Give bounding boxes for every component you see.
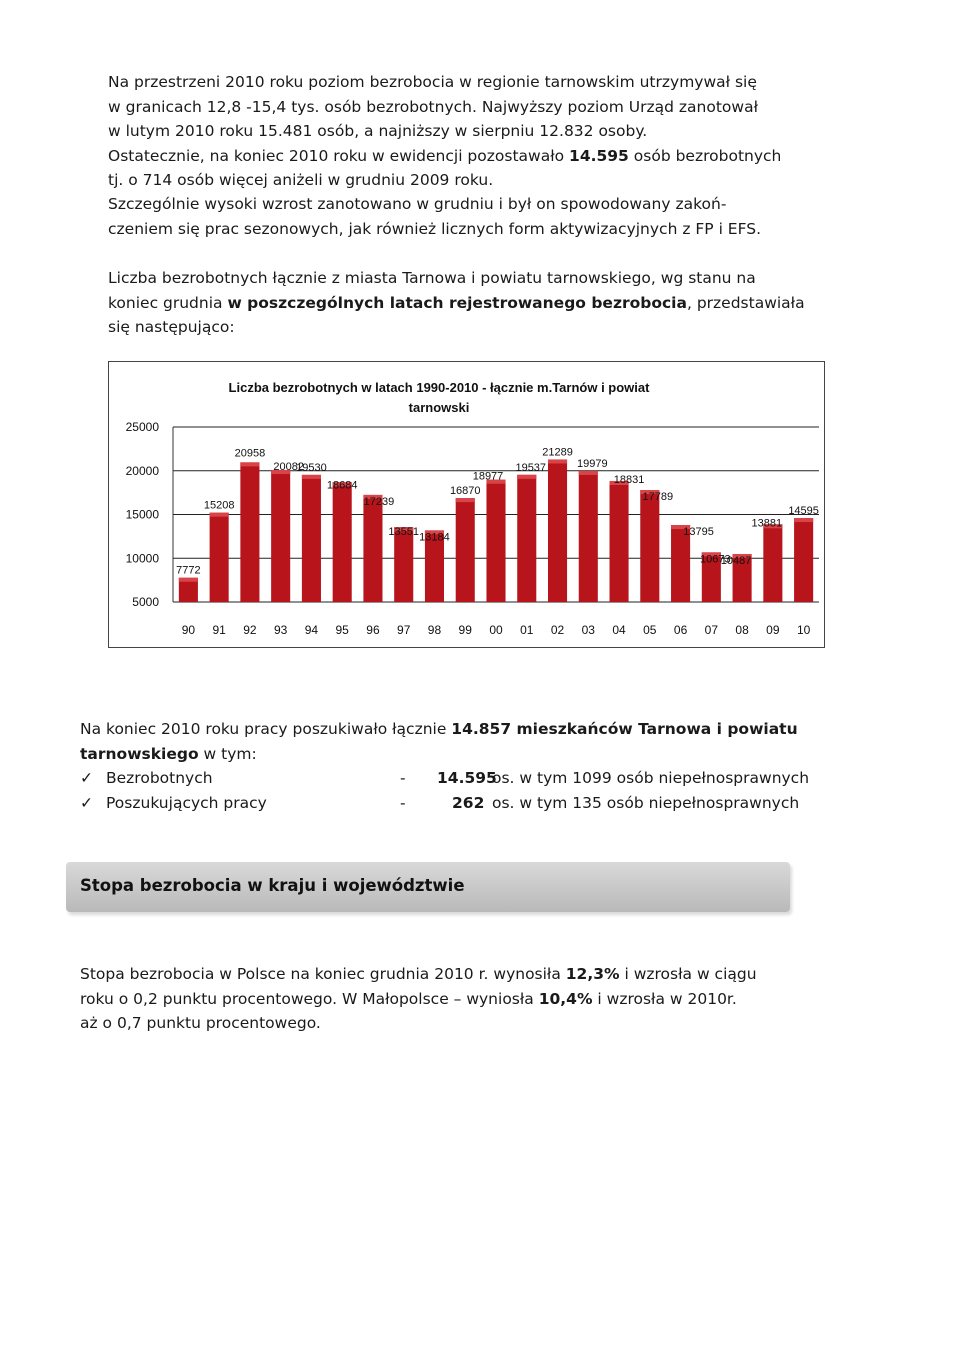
bold-number: 12,3% xyxy=(565,965,620,983)
bar xyxy=(240,462,259,602)
bold-phrase: w poszczególnych latach rejestrowanego bezrobocia xyxy=(227,293,687,312)
bar xyxy=(548,459,567,602)
x-tick-label: 00 xyxy=(489,623,503,637)
list-item-detail: os. w tym 135 osób niepełnosprawnych xyxy=(492,794,800,812)
text-line: Liczba bezrobotnych łącznie z miasta Tarnowa i powiatu tarnowskiego, wg stanu na xyxy=(108,269,756,287)
x-tick-label: 02 xyxy=(550,623,565,637)
bold-phrase: 14.857 mieszkańców Tarnowa i powiatu xyxy=(451,720,798,738)
data-label: 17239 xyxy=(363,495,395,508)
bar-highlight xyxy=(579,471,598,475)
x-tick-label: 97 xyxy=(397,623,411,637)
data-label: 20958 xyxy=(234,447,266,460)
text-line: w lutym 2010 roku 15.481 osób, a najniższy w sierpniu 12.832 osoby. xyxy=(108,122,648,140)
list-item-label: Poszukujących pracy xyxy=(106,794,267,812)
data-label: 14595 xyxy=(788,505,819,518)
bar xyxy=(271,470,290,602)
data-label: 10673 xyxy=(700,553,731,566)
data-label: 15208 xyxy=(203,499,235,512)
breakdown-list xyxy=(80,766,810,816)
x-tick-label: 91 xyxy=(212,623,226,637)
chart-canvas xyxy=(109,362,824,647)
section-header xyxy=(66,862,790,912)
intro-paragraph xyxy=(108,70,808,193)
bar-highlight xyxy=(456,498,475,502)
data-label: 20082 xyxy=(273,461,304,474)
bar xyxy=(610,481,629,602)
chart-title: Liczba bezrobotnych w latach 1990-2010 - łącznie m.Tarnów i powiat xyxy=(228,380,650,395)
y-tick-label: 20000 xyxy=(125,463,159,478)
unemployment-chart xyxy=(108,361,825,648)
x-tick-label: 92 xyxy=(243,623,257,637)
data-label: 13881 xyxy=(751,517,783,530)
y-tick-label: 15000 xyxy=(125,507,159,522)
bar-highlight xyxy=(548,459,567,463)
bar xyxy=(363,495,382,602)
data-label: 7772 xyxy=(176,564,201,577)
x-tick-label: 07 xyxy=(704,623,719,637)
text-line: się następująco: xyxy=(108,318,235,336)
bar-highlight xyxy=(517,475,536,479)
x-tick-label: 08 xyxy=(735,623,749,637)
bold-number: 14.595 xyxy=(569,146,629,165)
bar xyxy=(517,475,536,602)
data-label: 13184 xyxy=(419,531,450,544)
text-line: Na koniec 2010 roku pracy poszukiwało łącznie xyxy=(80,720,452,738)
value-prefix: - xyxy=(400,794,406,812)
value-prefix: - xyxy=(400,769,406,787)
x-tick-label: 96 xyxy=(366,623,380,637)
x-tick-label: 04 xyxy=(612,623,626,637)
list-item xyxy=(80,766,810,791)
list-item xyxy=(80,791,805,816)
data-label: 19530 xyxy=(296,461,327,474)
job-seekers-paragraph xyxy=(80,717,805,766)
data-label: 21289 xyxy=(542,446,573,459)
y-tick-label: 10000 xyxy=(125,551,159,566)
bar-highlight xyxy=(794,518,813,522)
text-line: aż o 0,7 punktu procentowego. xyxy=(80,1014,321,1032)
data-label: 13551 xyxy=(388,526,420,539)
bar xyxy=(210,513,229,602)
bar xyxy=(456,498,475,602)
bold-phrase: tarnowskiego xyxy=(80,744,199,763)
text-line: koniec grudnia xyxy=(108,293,228,312)
x-tick-label: 05 xyxy=(643,623,657,637)
check-icon: ✓ xyxy=(80,794,93,812)
text-line: i wzrosła w ciągu xyxy=(619,965,757,983)
text-line: Szczególnie wysoki wzrost zanotowano w grudniu i był on spowodowany zakoń- xyxy=(108,195,727,213)
data-label: 19979 xyxy=(576,457,608,470)
growth-paragraph xyxy=(108,192,808,241)
bar-highlight xyxy=(210,513,229,517)
text-line: i wzrosła w 2010r. xyxy=(592,989,737,1008)
x-tick-label: 95 xyxy=(335,623,349,637)
x-tick-label: 03 xyxy=(581,623,595,637)
chart-intro-paragraph xyxy=(108,266,808,340)
x-tick-label: 94 xyxy=(304,623,319,637)
text-line: roku o 0,2 punktu procentowego. W Małopolsce – wyniosła xyxy=(80,989,539,1008)
x-tick-label: 10 xyxy=(796,623,811,637)
bar xyxy=(579,471,598,602)
text-line: tj. o 714 osób więcej aniżeli w grudniu 2009 roku. xyxy=(108,171,494,189)
data-label: 13795 xyxy=(683,526,714,539)
section-title: Stopa bezrobocia w kraju i województwie xyxy=(80,876,465,895)
x-tick-label: 01 xyxy=(520,623,534,637)
x-tick-label: 99 xyxy=(458,623,472,637)
text-line: osób bezrobotnych xyxy=(628,146,782,165)
text-line: Stopa bezrobocia w Polsce na koniec grudnia 2010 r. wynosiła xyxy=(80,965,566,983)
x-tick-label: 06 xyxy=(673,623,688,637)
x-tick-label: 93 xyxy=(273,623,288,637)
text-line: Ostatecznie, na koniec 2010 roku w ewidencji pozostawało xyxy=(108,146,570,165)
bar xyxy=(486,480,505,602)
bar xyxy=(640,490,659,602)
list-item-detail: os. w tym 1099 osób niepełnosprawnych xyxy=(492,769,810,787)
data-label: 16870 xyxy=(449,485,481,498)
x-tick-label: 09 xyxy=(766,623,780,637)
chart-title: tarnowski xyxy=(408,400,470,415)
data-label: 17789 xyxy=(642,491,674,504)
bar xyxy=(333,482,352,602)
text-line: w granicach 12,8 -15,4 tys. osób bezrobotnych. Najwyższy poziom Urząd zanotował xyxy=(108,97,758,116)
y-tick-label: 5000 xyxy=(132,595,159,609)
list-item-label: Bezrobotnych xyxy=(106,769,213,787)
x-tick-label: 90 xyxy=(181,623,196,637)
bar xyxy=(794,518,813,602)
bar-highlight xyxy=(179,578,198,582)
data-label: 18831 xyxy=(613,473,645,486)
list-item-value: 14.595 xyxy=(437,769,497,787)
text-line: , przedstawiała xyxy=(686,293,805,312)
list-item-value: 262 xyxy=(452,794,485,812)
data-label: 18684 xyxy=(326,479,358,492)
bar-highlight xyxy=(302,475,321,479)
data-label: 18977 xyxy=(472,470,504,483)
text-line: w tym: xyxy=(198,744,257,763)
bar xyxy=(302,475,321,602)
data-label: 10487 xyxy=(720,554,752,567)
data-label: 19537 xyxy=(515,461,547,474)
y-tick-label: 25000 xyxy=(125,420,159,434)
bar-highlight xyxy=(240,462,259,466)
text-line: Na przestrzeni 2010 roku poziom bezrobocia w regionie tarnowskim utrzymywał się xyxy=(108,73,757,91)
rate-paragraph xyxy=(80,962,805,1036)
bar xyxy=(394,527,413,602)
bar xyxy=(763,524,782,602)
x-tick-label: 98 xyxy=(427,623,442,637)
text-line: czeniem się prac sezonowych, jak również licznych form aktywizacyjnych z FP i EFS. xyxy=(108,219,762,238)
check-icon: ✓ xyxy=(80,769,93,787)
bold-number: 10,4% xyxy=(538,989,593,1008)
